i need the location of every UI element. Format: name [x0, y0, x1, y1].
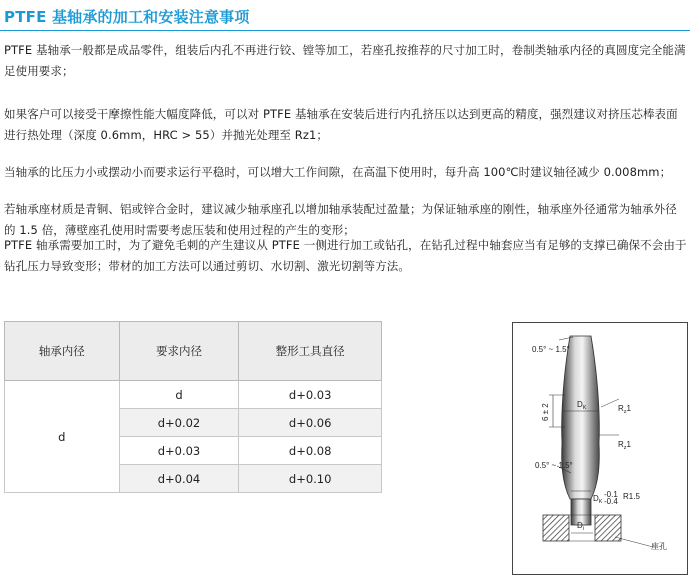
di-label: $D_i$: [577, 521, 585, 532]
r-label: R1.5: [623, 492, 640, 501]
dk-tol-lower: -0.4: [604, 497, 618, 506]
paragraph-clearance: 当轴承的比压力小或摆动小而要求运行平稳时，可以增大工作间隙，在高温下使用时，每升高 100℃时建议轴径减少 0.008mm；: [4, 165, 672, 179]
length-label: 6 ± 2: [541, 403, 550, 421]
header-tool-diameter: 整形工具直径: [239, 322, 382, 381]
table-row: [5, 381, 382, 409]
paragraph-machining: PTFE 轴承需要加工时，为了避免毛刺的产生建议从 PTFE 一侧进行加工或钻孔，在钻孔过程中轴套应当有足够的支撑已确保不会由于钻孔压力导致变形；带材的加工方法可以通过剪切、水切割、激光切割等方法。: [4, 238, 687, 273]
header-required-inner-diameter: 要求内径: [119, 322, 239, 381]
rz-bottom-label: $R_z1$: [618, 440, 631, 451]
paragraph-finished-part: PTFE 基轴承一般都是成品零件，组装后内孔不再进行铰、镗等加工，若座孔按推荐的尺寸加工时，卷制类轴承内径的真圆度完全能满足使用要求；: [4, 43, 686, 78]
angle-top-label: 0.5° ~ 1.5°: [532, 345, 570, 354]
seat-right-wall: [595, 515, 621, 541]
mandrel-body: [562, 336, 600, 499]
rz-top-leader: [601, 399, 619, 407]
angle-bottom-label: 0.5° ~ 1.5°: [535, 461, 573, 470]
cell-tool-diameter: d+0.10: [239, 465, 382, 493]
cell-tool-diameter: d+0.06: [239, 409, 382, 437]
dk-shank-label: $D_K$: [593, 494, 603, 505]
seat-hole-leader: [615, 537, 653, 547]
cell-required-inner: d: [119, 381, 239, 409]
cell-required-inner: d+0.02: [119, 409, 239, 437]
paragraph-housing-material: 若轴承座材质是青铜、铝或锌合金时，建议减少轴承座孔以增加轴承装配过盈量；为保证轴承座的刚性，轴承座外径通常为轴承外径的 1.5 倍，薄壁座孔使用时需要考虑压装和使用过程的产生的变形；: [4, 202, 677, 237]
cell-required-inner: d+0.03: [119, 437, 239, 465]
cell-bearing-inner-diameter: d: [5, 381, 120, 493]
cell-tool-diameter: d+0.08: [239, 437, 382, 465]
header-bearing-inner-diameter: 轴承内径: [5, 322, 120, 381]
cell-required-inner: d+0.04: [119, 465, 239, 493]
cell-tool-diameter: d+0.03: [239, 381, 382, 409]
dk-label: $D_K$: [577, 400, 587, 411]
paragraph-extrusion: 如果客户可以接受干摩擦性能大幅度降低，可以对 PTFE 基轴承在安装后进行内孔挤压以达到更高的精度，强烈建议对挤压芯棒表面进行热处理（深度 0.6mm，HRC > 55）并抛光处理至 Rz1；: [4, 107, 678, 142]
mandrel-svg: [513, 323, 689, 576]
dk-tol-upper: -0.1: [604, 490, 618, 499]
seat-left-wall: [543, 515, 569, 541]
sizing-mandrel-drawing: [512, 322, 688, 575]
seat-hole-label: 座孔: [651, 542, 667, 551]
page-title: PTFE 基轴承的加工和安装注意事项: [4, 8, 250, 26]
table-header-row: [5, 322, 382, 381]
rz-top-label: $R_z1$: [618, 404, 631, 415]
sizing-table: [4, 321, 382, 493]
title-underline: [0, 30, 690, 31]
